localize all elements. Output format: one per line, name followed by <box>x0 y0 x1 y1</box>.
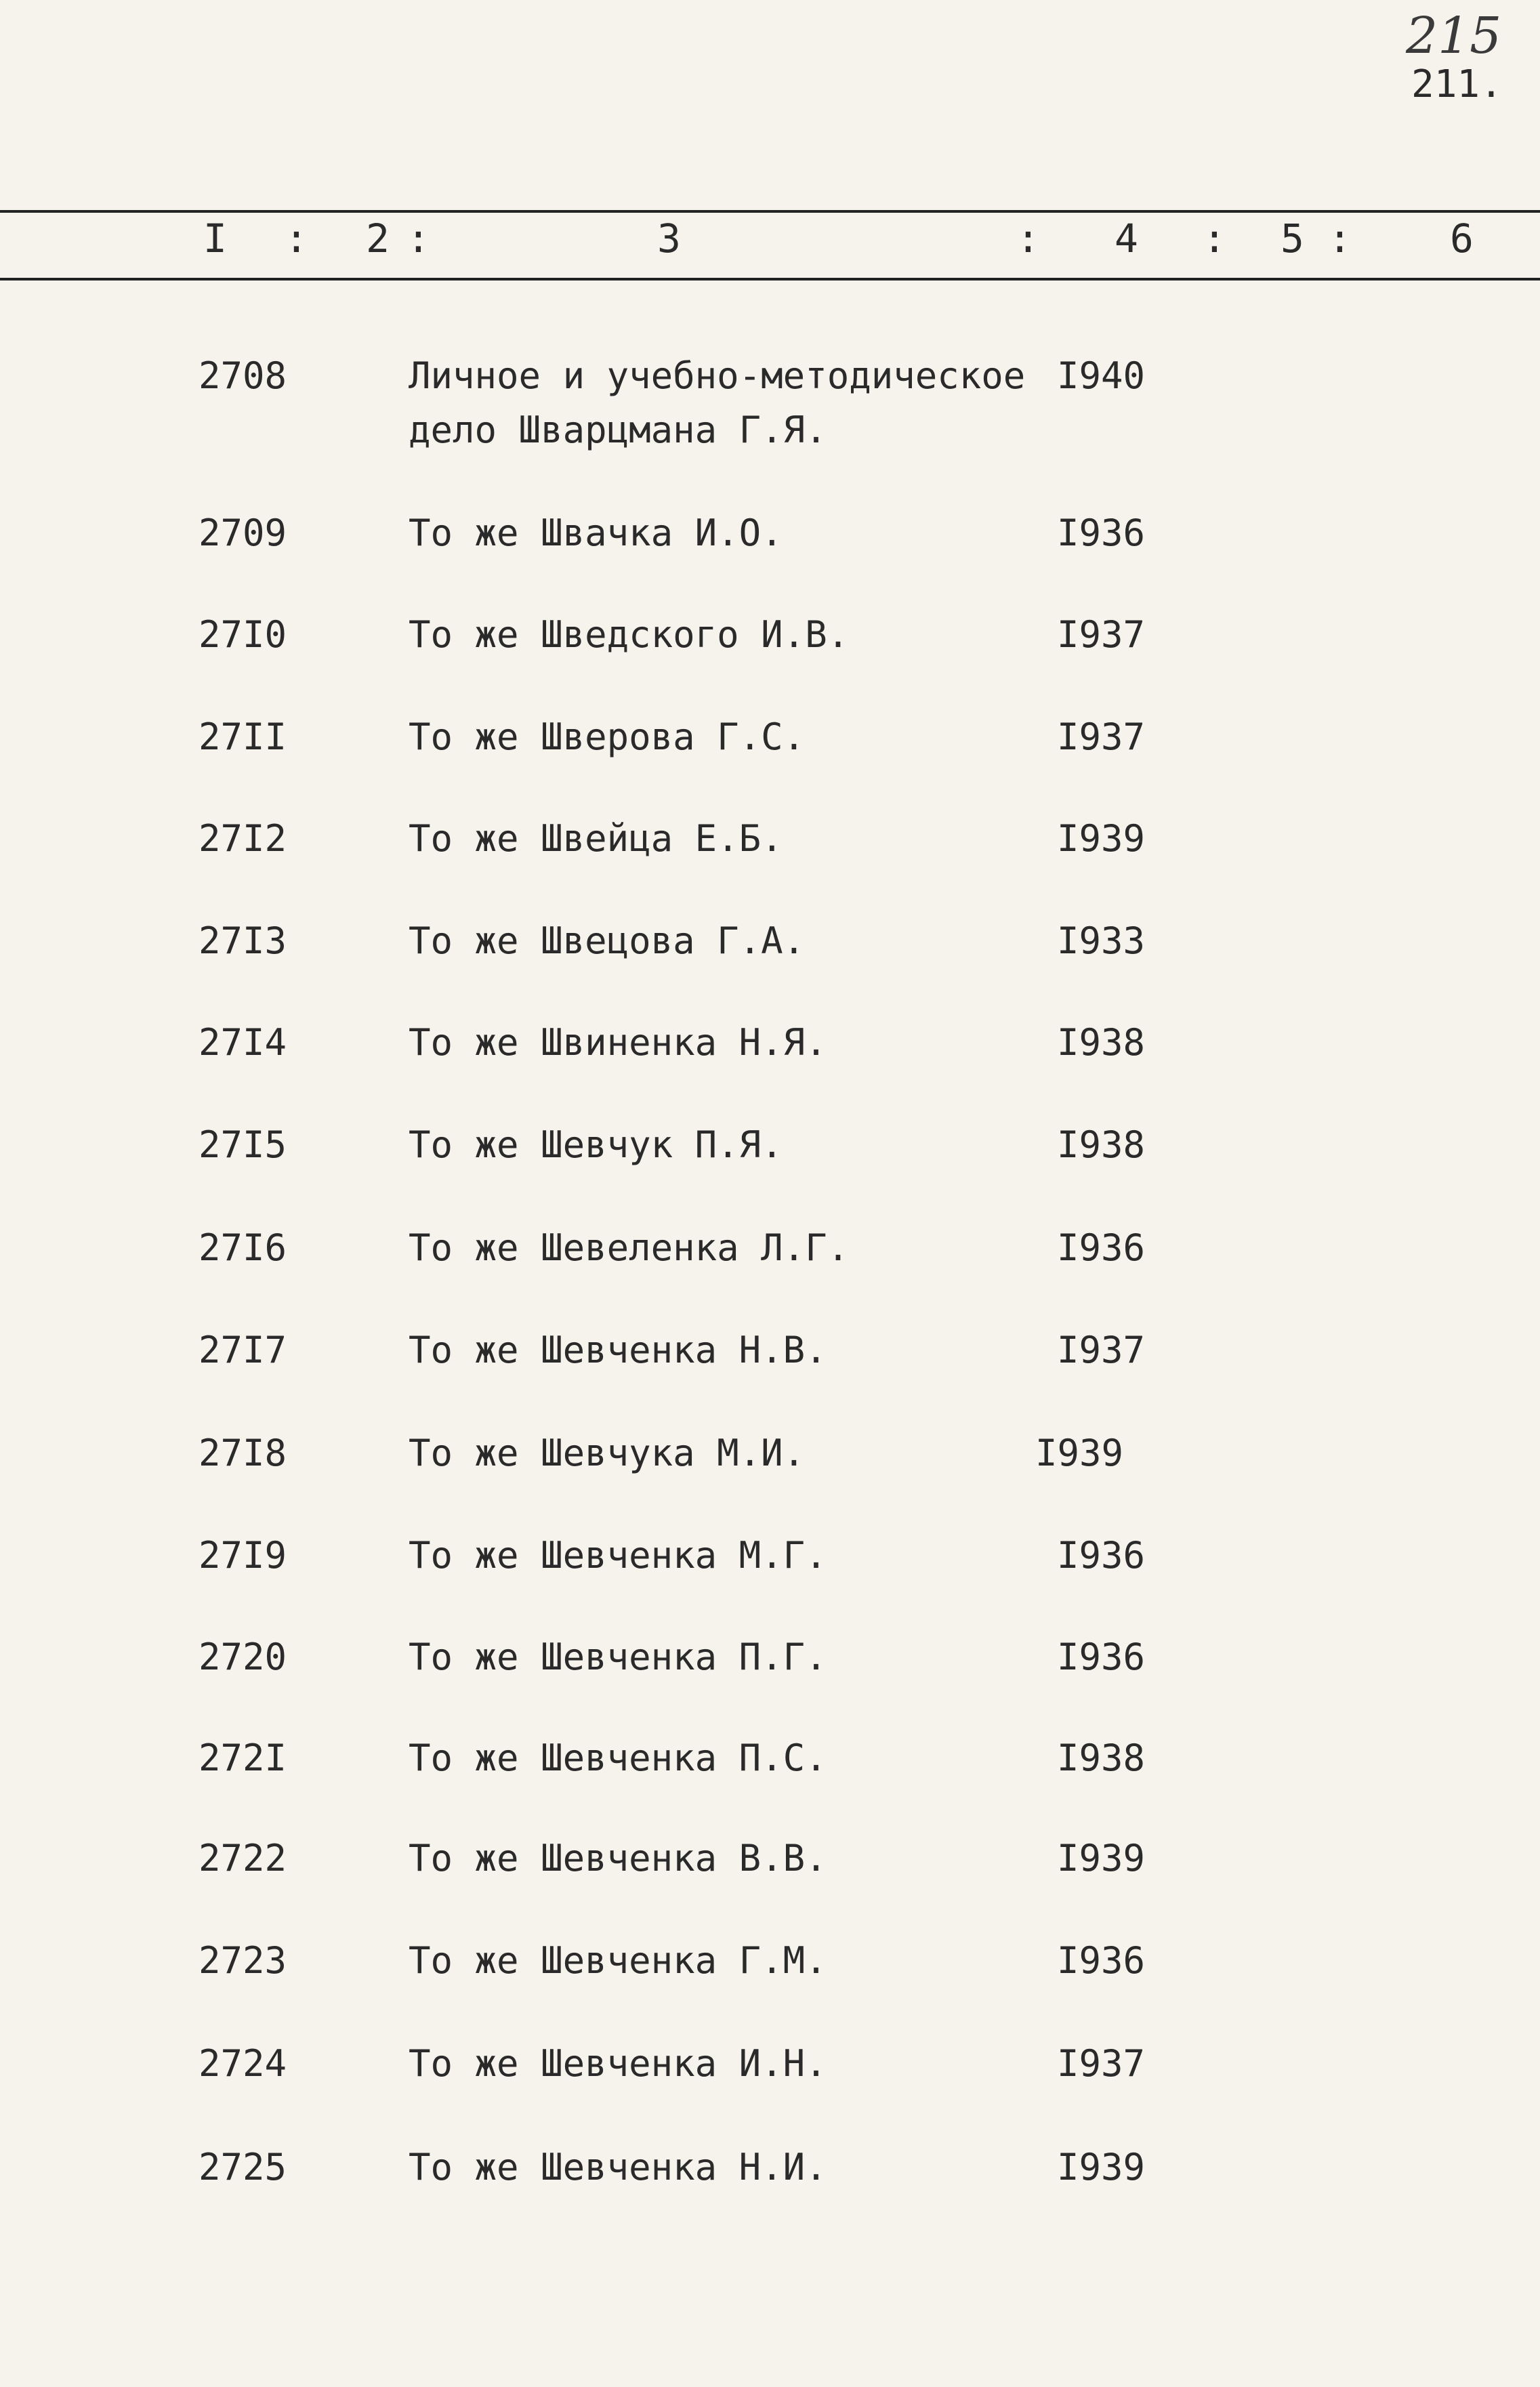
file-year: I938 <box>1057 1021 1146 1064</box>
file-year: I939 <box>1035 1432 1124 1474</box>
file-year: I937 <box>1057 2042 1146 2085</box>
table-row <box>0 817 1540 905</box>
file-description: То же Швачка И.О. <box>409 512 783 554</box>
file-year: I940 <box>1057 354 1146 397</box>
file-description: То же Шевченка Н.В. <box>409 1329 827 1371</box>
table-row <box>0 1432 1540 1520</box>
file-description: То же Шевченка П.Г. <box>409 1636 827 1678</box>
file-description: То же Шевченка М.Г. <box>409 1534 827 1577</box>
table-row <box>0 2146 1540 2234</box>
file-description: То же Шевченка П.С. <box>409 1737 827 1779</box>
table-row <box>0 919 1540 1008</box>
col-header-2: 2 <box>366 215 390 262</box>
file-description: То же Швиненка Н.Я. <box>409 1021 827 1064</box>
file-year: I937 <box>1057 715 1146 758</box>
file-year: I938 <box>1057 1123 1146 1166</box>
file-number: 27I8 <box>199 1432 287 1474</box>
file-year: I936 <box>1057 1939 1146 1982</box>
table-row <box>0 1534 1540 1622</box>
file-description: То же Швейца Е.Б. <box>409 817 783 860</box>
header-top-rule <box>0 210 1540 213</box>
table-row <box>0 1837 1540 1925</box>
file-year: I936 <box>1057 1636 1146 1678</box>
file-number: 27I9 <box>199 1534 287 1577</box>
file-year: I936 <box>1057 512 1146 554</box>
file-description: То же Шведского И.В. <box>409 613 850 656</box>
file-number: 27I5 <box>199 1123 287 1166</box>
file-number: 27I3 <box>199 919 287 962</box>
file-description: То же Шевченка Н.И. <box>409 2146 827 2188</box>
file-year: I937 <box>1057 613 1146 656</box>
file-year: I933 <box>1057 919 1146 962</box>
table-row <box>0 715 1540 804</box>
file-number: 2725 <box>199 2146 287 2188</box>
file-number: 27I7 <box>199 1329 287 1371</box>
col-header-5: 5 <box>1281 215 1304 262</box>
table-row <box>0 1939 1540 2027</box>
col-header-6: 6 <box>1450 215 1474 262</box>
file-year: I939 <box>1057 817 1146 860</box>
table-row <box>0 1636 1540 1724</box>
file-description: То же Шверова Г.С. <box>409 715 806 758</box>
file-description: То же Шевчук П.Я. <box>409 1123 783 1166</box>
file-description: То же Шевченка В.В. <box>409 1837 827 1880</box>
file-number: 27I2 <box>199 817 287 860</box>
file-description: То же Шевченка И.Н. <box>409 2042 827 2085</box>
table-row <box>0 2042 1540 2130</box>
file-year: I938 <box>1057 1737 1146 1779</box>
table-row <box>0 613 1540 701</box>
archive-sheet-number: 215 <box>1406 7 1502 65</box>
col-sep-1: : <box>285 215 308 262</box>
file-year: I939 <box>1057 2146 1146 2188</box>
file-number: 2724 <box>199 2042 287 2085</box>
col-sep-2: : <box>407 215 430 262</box>
file-number: 272I <box>199 1737 287 1779</box>
col-sep-4: : <box>1203 215 1226 262</box>
col-header-1: I <box>203 215 227 262</box>
page-number: 211. <box>1411 62 1503 106</box>
file-number: 2723 <box>199 1939 287 1982</box>
file-description: То же Шевчука М.И. <box>409 1432 806 1474</box>
table-row <box>0 512 1540 600</box>
file-year: I936 <box>1057 1226 1146 1269</box>
file-number: 2708 <box>199 354 287 397</box>
file-number: 27II <box>199 715 287 758</box>
table-row <box>0 1226 1540 1314</box>
col-sep-5: : <box>1328 215 1352 262</box>
table-row <box>0 1329 1540 1417</box>
col-sep-3: : <box>1016 215 1040 262</box>
file-year: I936 <box>1057 1534 1146 1577</box>
file-number: 27I0 <box>199 613 287 656</box>
file-number: 2709 <box>199 512 287 554</box>
col-header-3: 3 <box>657 215 681 262</box>
file-number: 27I6 <box>199 1226 287 1269</box>
file-year: I937 <box>1057 1329 1146 1371</box>
file-description: То же Шевченка Г.М. <box>409 1939 827 1982</box>
file-year: I939 <box>1057 1837 1146 1880</box>
file-description-line2: дело Шварцмана Г.Я. <box>409 409 827 451</box>
file-number: 2720 <box>199 1636 287 1678</box>
table-row <box>0 1021 1540 1109</box>
file-number: 27I4 <box>199 1021 287 1064</box>
table-row <box>0 354 1540 451</box>
file-description: То же Шевеленка Л.Г. <box>409 1226 850 1269</box>
header-bottom-rule <box>0 278 1540 281</box>
table-row <box>0 1123 1540 1211</box>
file-description: То же Швецова Г.А. <box>409 919 806 962</box>
table-row <box>0 1737 1540 1825</box>
col-header-4: 4 <box>1115 215 1138 262</box>
file-description: Личное и учебно-методическое <box>409 354 1026 397</box>
file-number: 2722 <box>199 1837 287 1880</box>
